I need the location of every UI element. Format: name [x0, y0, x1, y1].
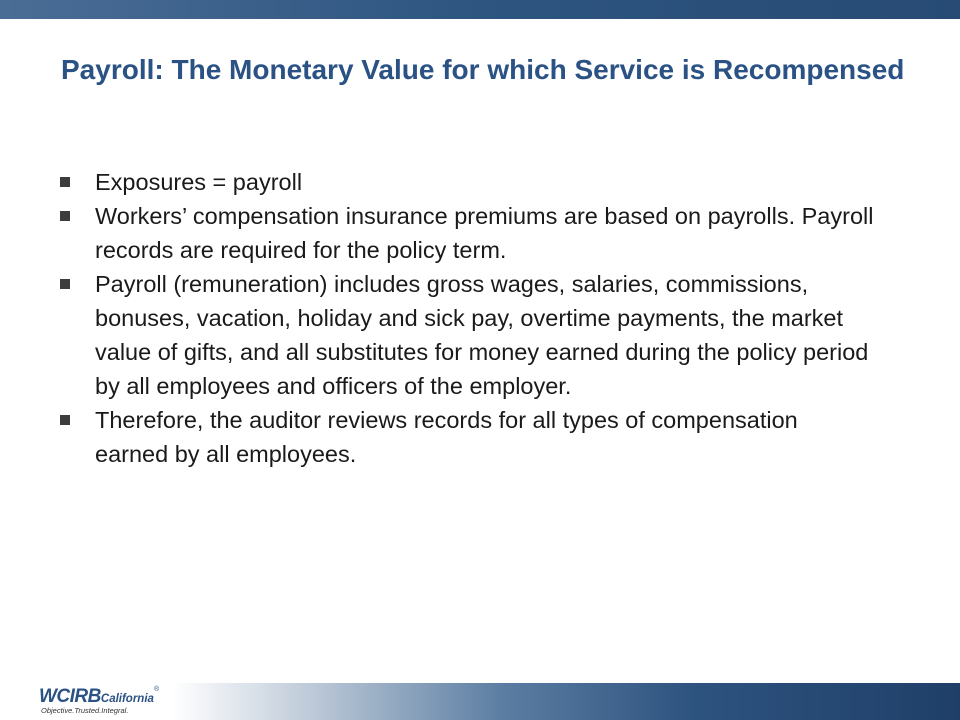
logo-word: WCIRB — [39, 686, 101, 707]
wcirb-logo — [39, 686, 209, 718]
registered-mark: ® — [153, 686, 160, 693]
bullet-text: Workers’ compensation insurance premiums are based on payrolls. Payroll records are required for the policy term. — [95, 203, 874, 263]
bullet-text: Therefore, the auditor reviews records for all types of compensation earned by all employees. — [95, 407, 798, 467]
square-bullet-icon — [60, 211, 70, 221]
logo-state: California — [100, 693, 154, 705]
bullet-text: Payroll (remuneration) includes gross wages, salaries, commissions, bonuses, vacation, holiday and sick pay, overtime payments, the market value of gifts, and all substitutes for money earned during the policy period by all employees and officers of the employer. — [95, 271, 869, 399]
square-bullet-icon — [60, 279, 70, 289]
header-bar — [0, 0, 960, 19]
square-bullet-icon — [60, 415, 70, 425]
logo-tagline: Objective.Trusted.Integral. — [41, 706, 129, 715]
logo-wordmark — [39, 686, 159, 708]
bullet-item — [57, 267, 877, 403]
bullet-item — [57, 199, 877, 267]
bullet-text: Exposures = payroll — [95, 169, 303, 195]
bullet-item — [57, 165, 877, 199]
bullet-list — [57, 165, 877, 471]
square-bullet-icon — [60, 177, 70, 187]
bullet-item — [57, 403, 877, 471]
slide-title: Payroll: The Monetary Value for which Service is Recompensed — [61, 54, 905, 85]
